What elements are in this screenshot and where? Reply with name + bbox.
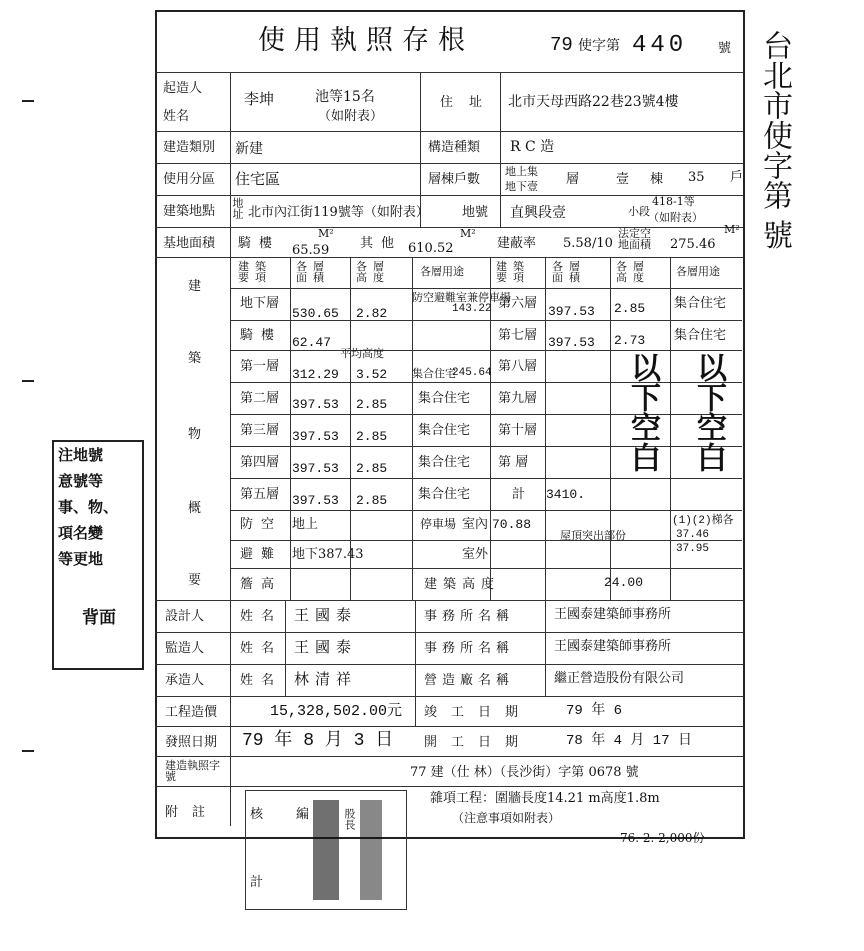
license-char: 使字第 bbox=[578, 38, 620, 54]
side-label-4: 概 bbox=[188, 501, 202, 516]
note-back: 背面 bbox=[82, 608, 116, 628]
applicant-label: 起造人 bbox=[163, 81, 203, 96]
row-label: 第二層 bbox=[240, 391, 280, 406]
row-height: 3.52 bbox=[356, 367, 388, 382]
rule bbox=[420, 72, 421, 132]
bldg-height-label: 建築高度 bbox=[424, 577, 501, 592]
rule bbox=[285, 600, 286, 696]
parking-label: 停車場 bbox=[420, 517, 457, 531]
scan-mark bbox=[22, 380, 34, 382]
row-use: 防空避難室兼停車場 bbox=[412, 291, 511, 304]
open-space-label: 法定空地面積 bbox=[618, 227, 651, 251]
rule bbox=[230, 350, 742, 351]
row-label: 第六層 bbox=[498, 296, 538, 311]
household-unit: 戶 bbox=[730, 170, 744, 185]
row-area: 312.29 bbox=[292, 367, 339, 382]
row-use: 集合住宅 bbox=[674, 328, 727, 343]
finish-date: 79 年 6 bbox=[566, 703, 623, 719]
rule bbox=[155, 600, 743, 601]
contractor-name: 林清祥 bbox=[294, 670, 358, 688]
cost-label: 工程造價 bbox=[165, 705, 218, 720]
note-line: 意號等 bbox=[58, 472, 104, 490]
blank-mark-a: 以下空白 bbox=[625, 352, 660, 472]
designer-role: 設計人 bbox=[165, 609, 205, 624]
shelter-label-a: 防空 bbox=[240, 517, 283, 532]
floors-above: 地上集 bbox=[505, 165, 538, 178]
misc-note: （注意事項如附表） bbox=[452, 811, 561, 825]
permit-value: 77 建（仕 林）（長沙街）字第 0678 號 bbox=[410, 765, 639, 780]
row-use: 集合住宅 bbox=[412, 367, 456, 380]
rule bbox=[412, 257, 413, 600]
print-note: 76. 2. 2,000份 bbox=[620, 831, 705, 845]
applicant-name-label: 姓名 bbox=[163, 109, 190, 124]
row-label: 第七層 bbox=[498, 328, 538, 343]
open-space-unit: M² bbox=[724, 223, 740, 236]
rule bbox=[230, 414, 742, 415]
applicant-name-suffix: 池等15名 bbox=[315, 89, 375, 105]
open-space-value: 275.46 bbox=[670, 237, 716, 252]
row-area: 62.47 bbox=[292, 335, 332, 350]
rule bbox=[155, 756, 743, 757]
row-use: 集合住宅 bbox=[418, 487, 471, 502]
household-count: 35 bbox=[688, 170, 705, 185]
rule bbox=[155, 632, 743, 633]
rule bbox=[230, 510, 742, 511]
lot-note: （如附表） bbox=[648, 211, 703, 224]
rule bbox=[230, 382, 742, 383]
rule bbox=[290, 257, 291, 600]
building-unit: 棟 bbox=[650, 172, 664, 187]
rule bbox=[230, 478, 742, 479]
row-height: 2.85 bbox=[356, 397, 388, 412]
misc-work: 雜項工程：圍牆長度14.21 m高度1.8m bbox=[430, 791, 660, 806]
side-label-5: 要 bbox=[188, 573, 202, 588]
row-label: 第五層 bbox=[240, 487, 280, 502]
rule bbox=[500, 131, 501, 227]
total-area: 3410. bbox=[546, 487, 586, 502]
issue-date: 79 年 8 月 3 日 bbox=[242, 731, 394, 751]
site-address-label: 地址 bbox=[231, 197, 244, 219]
arcade-value: 65.59 bbox=[292, 243, 330, 258]
row-use: 集合住宅 bbox=[418, 423, 471, 438]
scan-mark bbox=[22, 750, 34, 752]
contractor-name-label: 姓名 bbox=[240, 673, 283, 688]
cost-value: 15,328,502.00元 bbox=[270, 703, 403, 720]
rule bbox=[155, 786, 743, 787]
note-line: 注地號 bbox=[58, 446, 104, 464]
rule bbox=[230, 72, 231, 826]
side-label-2: 築 bbox=[188, 351, 202, 366]
row-height: 2.82 bbox=[356, 306, 388, 321]
floors-below: 地下壹 bbox=[505, 180, 538, 193]
row-note: 245.64 bbox=[452, 367, 492, 379]
issue-label: 發照日期 bbox=[165, 735, 218, 750]
edit-label: 編 bbox=[296, 807, 310, 822]
contractor-office: 繼正營造股份有限公司 bbox=[554, 671, 685, 686]
side-label-3: 物 bbox=[188, 427, 202, 442]
row-height: 2.85 bbox=[356, 429, 388, 444]
license-number: 440 bbox=[632, 32, 688, 59]
address-label: 住址 bbox=[440, 95, 499, 110]
roof-value-1: (1)(2)梯各 bbox=[672, 515, 734, 527]
type-value: 新建 bbox=[235, 141, 263, 157]
col-area-header: 各層面積 bbox=[296, 260, 330, 284]
start-label: 開工日期 bbox=[424, 735, 533, 750]
designer-name-label: 姓名 bbox=[240, 609, 283, 624]
supervisor-office-label: 事務所名稱 bbox=[424, 641, 515, 656]
arcade-unit: M² bbox=[318, 227, 334, 240]
row-note: 平均高度 bbox=[340, 347, 384, 360]
section-value: 直興段壹 bbox=[510, 205, 566, 221]
col-item-header: 建築要項 bbox=[238, 260, 272, 284]
type-label: 建造類別 bbox=[163, 140, 216, 155]
roof-label: 屋頂突出部份 bbox=[560, 529, 626, 542]
parking-indoor-value: 70.88 bbox=[492, 517, 532, 532]
shelter-below: 地下387.43 bbox=[292, 547, 364, 562]
designer-name: 王國泰 bbox=[294, 606, 358, 624]
row-area: 397.53 bbox=[292, 429, 339, 444]
zone-label: 使用分區 bbox=[163, 172, 216, 187]
rule bbox=[230, 288, 742, 289]
rule bbox=[155, 696, 743, 697]
applicant-address: 北市天母西路22巷23號4樓 bbox=[508, 94, 679, 110]
row-note: 143.22 bbox=[452, 303, 492, 315]
permit-label: 建造執照字號 bbox=[165, 759, 220, 783]
coverage-value: 5.58/10 bbox=[563, 236, 613, 251]
lot-label: 地號 bbox=[462, 205, 489, 220]
structure-value: R C 造 bbox=[510, 139, 555, 155]
note-line: 等更地 bbox=[58, 550, 104, 568]
designer-office: 王國泰建築師事務所 bbox=[554, 607, 672, 622]
side-label-1: 建 bbox=[188, 279, 202, 294]
start-date: 78 年 4 月 17 日 bbox=[566, 733, 693, 749]
shelter-label-b: 避難 bbox=[240, 547, 283, 562]
rule bbox=[155, 163, 743, 164]
contractor-role: 承造人 bbox=[165, 673, 205, 688]
rule bbox=[155, 726, 743, 727]
row-area: 397.53 bbox=[292, 461, 339, 476]
calc-label: 計 bbox=[250, 875, 264, 890]
blank-mark-b: 以下空白 bbox=[691, 352, 726, 472]
col-area-header-2: 各層面積 bbox=[552, 260, 586, 284]
rule bbox=[155, 664, 743, 665]
supervisor-role: 監造人 bbox=[165, 641, 205, 656]
col-height-header-2: 各層高度 bbox=[616, 260, 650, 284]
row-area: 397.53 bbox=[292, 493, 339, 508]
rule bbox=[670, 257, 671, 600]
rule bbox=[230, 540, 742, 541]
row-height: 2.85 bbox=[356, 461, 388, 476]
note-line: 項名變 bbox=[58, 524, 104, 542]
building-count: 壹 bbox=[616, 172, 630, 187]
row-label: 騎樓 bbox=[240, 328, 283, 343]
floors-label: 層棟戶數 bbox=[428, 172, 481, 187]
applicant-note: （如附表） bbox=[318, 109, 384, 124]
applicant-name: 李坤 bbox=[244, 90, 275, 108]
site-address: 北市內江街119號等（如附表） bbox=[248, 205, 429, 220]
col-height-header: 各層高度 bbox=[356, 260, 390, 284]
left-note-box bbox=[52, 440, 144, 670]
row-area: 397.53 bbox=[548, 304, 595, 319]
rule bbox=[230, 568, 742, 569]
row-area: 397.53 bbox=[548, 335, 595, 350]
row-area: 530.65 bbox=[292, 306, 339, 321]
chief-label: 股長 bbox=[343, 808, 356, 830]
scan-mark bbox=[22, 100, 34, 102]
supervisor-office: 王國泰建築師事務所 bbox=[554, 639, 672, 654]
roof-value-3: 37.95 bbox=[676, 543, 710, 555]
eave-label: 簷高 bbox=[240, 577, 283, 592]
row-height: 2.73 bbox=[614, 333, 646, 348]
note-line: 事、物、 bbox=[58, 498, 119, 516]
form-title: 使用執照存根 bbox=[258, 25, 474, 56]
side-stamp-text: 台北市使字第 號 bbox=[757, 30, 792, 250]
col-use-header-2: 各層用途 bbox=[676, 265, 720, 278]
col-use-header: 各層用途 bbox=[420, 265, 464, 278]
row-label: 地下層 bbox=[240, 296, 280, 311]
rule bbox=[155, 72, 743, 73]
row-label: 計 bbox=[512, 487, 526, 502]
zone-value: 住宅區 bbox=[235, 170, 281, 188]
rule bbox=[545, 257, 546, 600]
other-label: 其他 bbox=[360, 236, 403, 251]
rule bbox=[155, 257, 743, 258]
area-label: 基地面積 bbox=[163, 236, 216, 251]
arcade-label: 騎樓 bbox=[238, 236, 281, 251]
row-label: 第三層 bbox=[240, 423, 280, 438]
site-label: 建築地點 bbox=[163, 204, 216, 219]
license-year: 79 bbox=[550, 34, 573, 56]
rule bbox=[500, 72, 501, 132]
hao-label: 號 bbox=[718, 41, 732, 56]
row-label: 第一層 bbox=[240, 359, 280, 374]
row-label: 第 層 bbox=[498, 455, 529, 470]
remark-label: 附註 bbox=[165, 805, 220, 820]
supervisor-name: 王國泰 bbox=[294, 638, 358, 656]
rule bbox=[610, 257, 611, 600]
row-area: 397.53 bbox=[292, 397, 339, 412]
row-label: 第十層 bbox=[498, 423, 538, 438]
supervisor-name-label: 姓名 bbox=[240, 641, 283, 656]
shelter-above: 地上 bbox=[292, 517, 319, 532]
other-unit: M² bbox=[460, 227, 476, 240]
approval-stamp bbox=[313, 800, 339, 900]
floor-unit: 層 bbox=[566, 172, 580, 187]
subsection-label: 小段 bbox=[628, 205, 650, 218]
col-item-header-2: 建築要項 bbox=[496, 260, 530, 284]
approval-stamp bbox=[360, 800, 382, 900]
row-label: 第八層 bbox=[498, 359, 538, 374]
rule bbox=[230, 446, 742, 447]
parking-outdoor: 室外 bbox=[462, 547, 489, 562]
coverage-label: 建蔽率 bbox=[497, 236, 537, 251]
structure-label: 構造種類 bbox=[428, 140, 481, 155]
bldg-height-value: 24.00 bbox=[604, 575, 644, 590]
row-label: 第九層 bbox=[498, 391, 538, 406]
rule bbox=[545, 600, 546, 696]
finish-label: 竣工日期 bbox=[424, 705, 533, 720]
row-height: 2.85 bbox=[614, 301, 646, 316]
row-use: 集合住宅 bbox=[418, 391, 471, 406]
lot-number: 418-1等 bbox=[652, 195, 695, 208]
designer-office-label: 事務所名稱 bbox=[424, 609, 515, 624]
rule bbox=[155, 131, 743, 132]
row-use: 集合住宅 bbox=[674, 296, 727, 311]
row-label: 第四層 bbox=[240, 455, 280, 470]
other-value: 610.52 bbox=[408, 241, 454, 256]
parking-indoor: 室內 bbox=[462, 517, 489, 532]
row-height: 2.85 bbox=[356, 493, 388, 508]
roof-value-2: 37.46 bbox=[676, 529, 710, 541]
check-label: 核 bbox=[250, 807, 264, 822]
rule bbox=[415, 600, 416, 726]
row-use: 集合住宅 bbox=[418, 455, 471, 470]
contractor-office-label: 營造廠名稱 bbox=[424, 673, 515, 688]
